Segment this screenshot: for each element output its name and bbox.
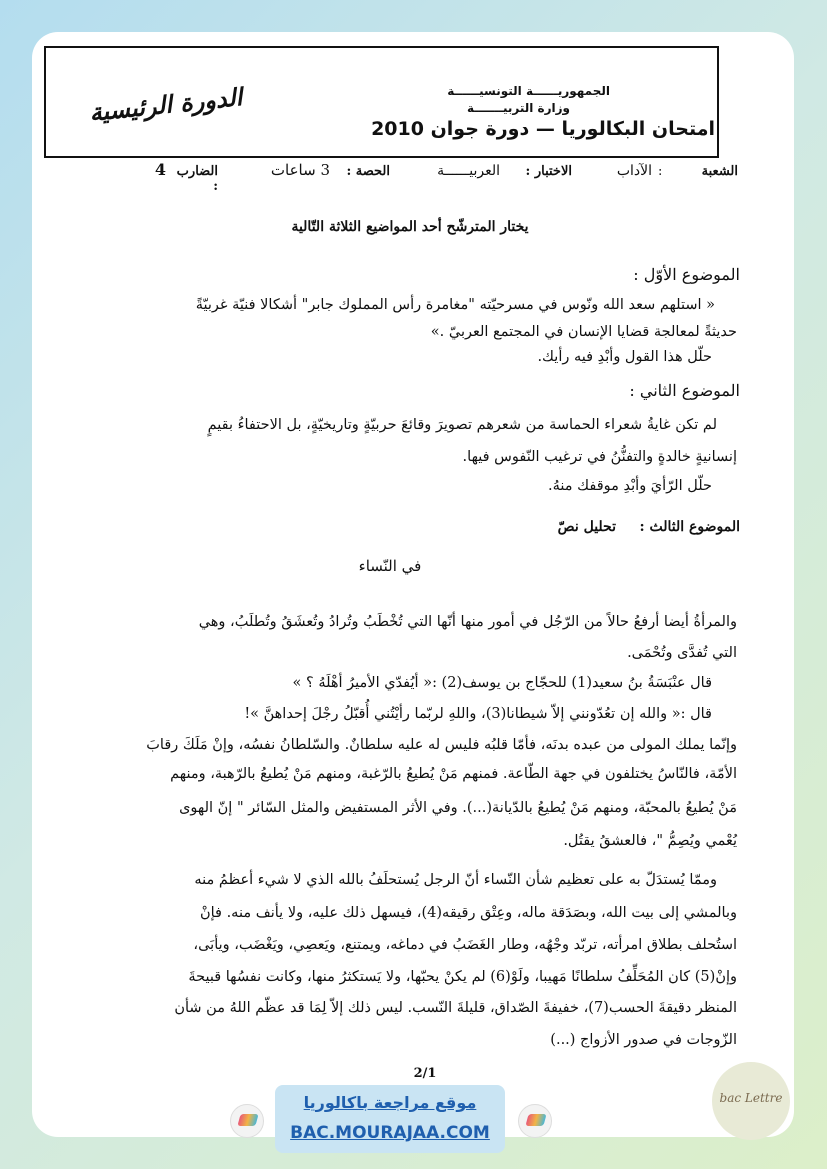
text-line: التي تُفدَّى وتُحْمَى. [627, 645, 737, 661]
text-line: المنظر دقيقةَ الحسب(7)، خفيفةَ الصّداق، قليلةَ النّسب. ليس ذلك إلاّ لِمَا قد عظّم اللهُ من شأن [174, 1000, 737, 1016]
topic2-line2: إنسانيةٍ خالدةٍ والتفنُّنُ في ترغيب النّفوس فيها. [462, 449, 737, 465]
text-line: مَنْ يُطيعُ بالمحبّة، ومنهم مَنْ يُطيعُ بالدّيانة(...). وفي الأثر المستفيض والمثل السّائر " إنّ الهوى [179, 800, 737, 816]
footer-site-url[interactable]: BAC.MOURAJAA.COM [290, 1123, 490, 1143]
text-line: قال عنْبَسَةُ بنُ سعيد(1) للحجّاج بن يوسف(2) :« أيُفدّي الأميرُ أهْلَهُ ؟ » [292, 675, 712, 691]
topic2-heading: الموضوع الثاني : [629, 381, 740, 400]
text-line: وإنّما يملك المولى من عبده بدنَه، فأمّا قلبُه فليس له عليه سلطانٌ. والسّلطانُ نفسُه، وإنْ مَلَكَ رقابَ [146, 737, 737, 753]
text-line: وإنْ(5) كان المُحَلِّفُ سلطانًا مَهيبا، ولَوْ(6) لم يكنْ يحبّها، ولا يَستكثرُ منها، وكانت نفسُها قبيحةَ [188, 969, 737, 985]
exam-title: امتحان البكالوريا — دورة جوان 2010 [371, 118, 715, 140]
topic2-line1: لم تكن غايةُ شعراء الحماسة من شعرهم تصويرَ وقائعَ حربيّةٍ وتاريخيّةٍ، بل الاحتفاءُ بقيمٍ [207, 417, 717, 433]
logo-text: bac Lettre [719, 1091, 783, 1105]
text-line: والمرأةُ أيضا أرفعُ حالاً من الرّجُل في أمور منها أنّها التي تُخْطَبُ وتُرادُ وتُعشَقُ وتُطلَبُ، وهي [198, 614, 737, 630]
duration-label: الحصة : [346, 164, 390, 179]
text-line: وبالمشي إلى بيت الله، وبصَدَقة ماله، وعِتْق رقيقه(4)، فيسهل ذلك عليه، ولا يأنف منه. فإنْ [199, 905, 737, 921]
topic1-line2: حديثةً لمعالجة قضايا الإنسان في المجتمع العربيّ .» [430, 324, 737, 340]
coef-label: الضارب : [176, 164, 218, 194]
topic3-heading: الموضوع الثالث : [639, 519, 740, 535]
header-ministry: وزارة التربيـــــــة [466, 101, 570, 115]
header-session-stamp: الدورة الرئيسية [87, 82, 244, 127]
topic3-subheading: تحليل نصّ [557, 519, 616, 535]
header-republic: الجمهوريــــــة التونسيــــــة [447, 84, 610, 98]
text-title: في النّساء [358, 557, 422, 575]
text-line: الأمّة، فالنّاسُ يختلفون في جهة الطّاعة. فمنهم مَنْ يُطيعُ بالرّغبة، ومنهم مَنْ يُطيعُ بالرّهبة، ومنهم [170, 766, 737, 782]
footer-site-banner[interactable] [275, 1085, 505, 1153]
text-line: وممّا يُستدَلّ به على تعظيم شأن النّساء أنّ الرجل يُستحلَفُ بالله الذي لا شيء أعظمُ منه [194, 872, 717, 888]
branch-label: الشعبة [701, 164, 738, 179]
text-line: استُحلف بطلاق امرأته، تربّد وجْهُه، وطار الغَضَبُ في دماغه، ويمتنع، ويَعصِي، ويَغْضَب، ويأبَى، [193, 937, 737, 953]
instruction: يختار المترشّح أحد المواضيع الثلاثة التّالية [291, 219, 529, 235]
topic2-line3: حلّل الرّأيَ وأبْدِ موقفك منهُ. [548, 478, 712, 494]
page-number: 2/1 [413, 1066, 437, 1081]
branch-value: الآداب [616, 163, 652, 179]
right-seal-icon [518, 1104, 552, 1138]
text-line: قال :« والله إن تعُدّونني إلاّ شيطانا(3)، واللهِ لربّما رأيْتُني أُقبّلُ رجْلَ إحداهنَّ »! [244, 706, 712, 722]
coef-value: 4 [154, 160, 166, 179]
bac-lettre-logo [712, 1062, 790, 1140]
topic1-line3: حلّل هذا القول وأبْدِ فيه رأيك. [537, 349, 712, 365]
duration-value: 3 ساعات [270, 161, 330, 179]
topic1-line1: « استلهم سعد الله ونّوس في مسرحيّته "مغامرة رأس المملوك جابر" أشكالا فنيّة غربيّةً [195, 297, 715, 313]
left-seal-icon [230, 1104, 264, 1138]
subject-label: الاختبار : [525, 164, 572, 179]
topic1-heading: الموضوع الأوّل : [633, 265, 740, 284]
text-line: يُعْمي ويُصِمُّ "، فالعشقُ يقتُل. [563, 833, 737, 849]
branch-colon: : [658, 164, 663, 179]
text-line: الزّوجات في صدور الأزواج (...) [550, 1032, 737, 1048]
subject-value: العربيــــــة [437, 163, 500, 179]
footer-site-name[interactable]: موقع مراجعة باكالوريا [303, 1093, 477, 1112]
